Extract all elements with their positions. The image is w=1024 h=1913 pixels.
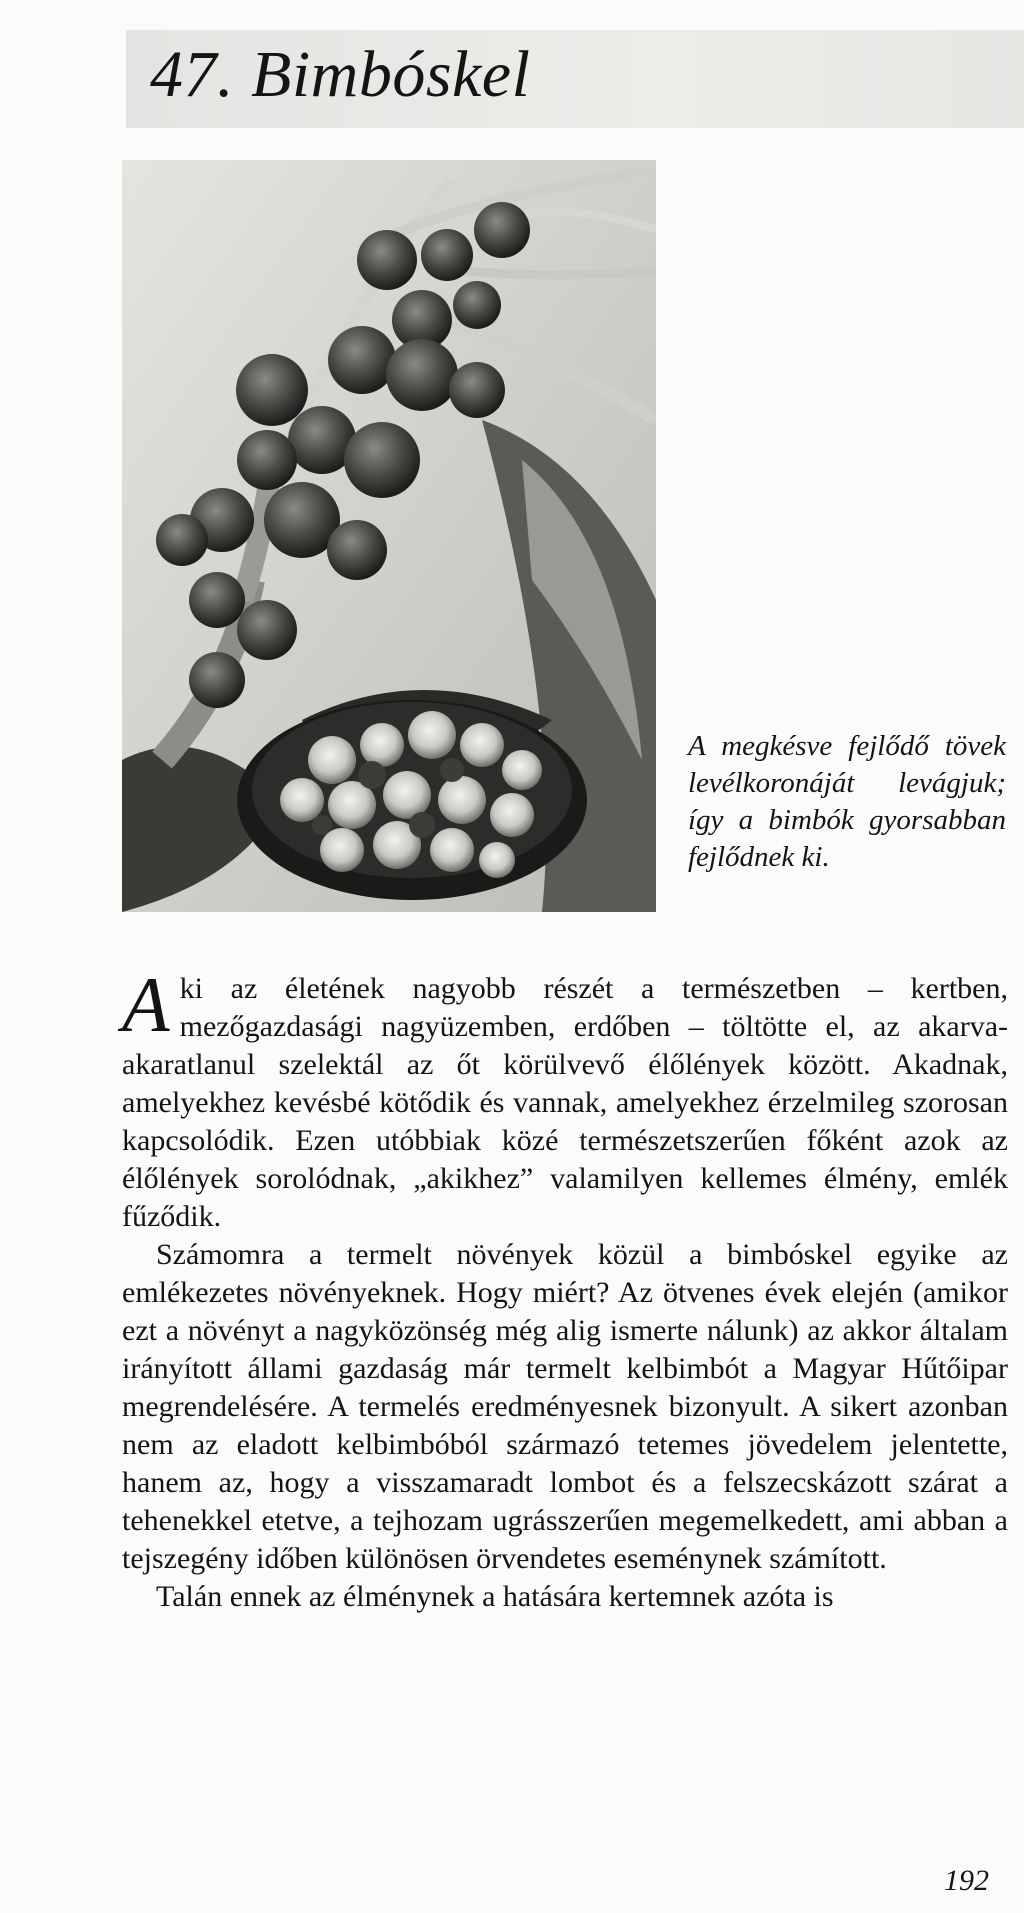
body-text	[122, 961, 1008, 1616]
brussels-sprout-photo	[122, 160, 656, 912]
photo-caption: A megkésve fejlődő tövek levélkoronáját levágjuk; így a bimbók gyorsabban fejlődnek ki.	[688, 730, 1006, 873]
paragraph-3: Talán ennek az élménynek a hatására kertemnek azóta is	[156, 1580, 834, 1613]
paragraph-1-text: ki az életének nagyobb részét a természetben – kertben, mezőgazdasági nagyüzemben, erdőben – töltötte el, az akarva-akaratlanul szelektál az őt körülvevő élőlények között. Akadnak, amelyekhez kevésbé kötődik és vannak, amelyekhez érzelmileg szorosan kapcsolódik. Ezen utóbbiak közé természetszerűen főként azok az élőlények sorolódnak, „akikhez” valamilyen kellemes élmény, emlék fűződik.	[122, 972, 1008, 1233]
chapter-title: 47. Bimbóskel	[150, 38, 531, 111]
paragraph-1	[122, 961, 1008, 1236]
drop-cap: A	[122, 961, 170, 1048]
paragraph-2: Számomra a termelt növények közül a bimbóskel egyike az emlékezetes növényeknek. Hogy miért? Az ötvenes évek elején (amikor ezt a növényt a nagyközönség még alig ismerte nálunk) az akkor általam irányított állami gazdaság már termelt kelbimbót a Magyar Hűtőipar megrendelésére. A termelés eredményesnek bizonyult. A sikert azonban nem az eladott kelbimbóból származó tetemes jövedelem jelentette, hanem az, hogy a visszamaradt lombot és a felszecskázott szárat a tehenekkel etetve, a tejhozam ugrásszerűen megemelkedett, ami abban a tejszegény időben különösen örvendetes eseménynek számított.	[122, 1238, 1008, 1575]
page-number: 192	[944, 1864, 989, 1897]
